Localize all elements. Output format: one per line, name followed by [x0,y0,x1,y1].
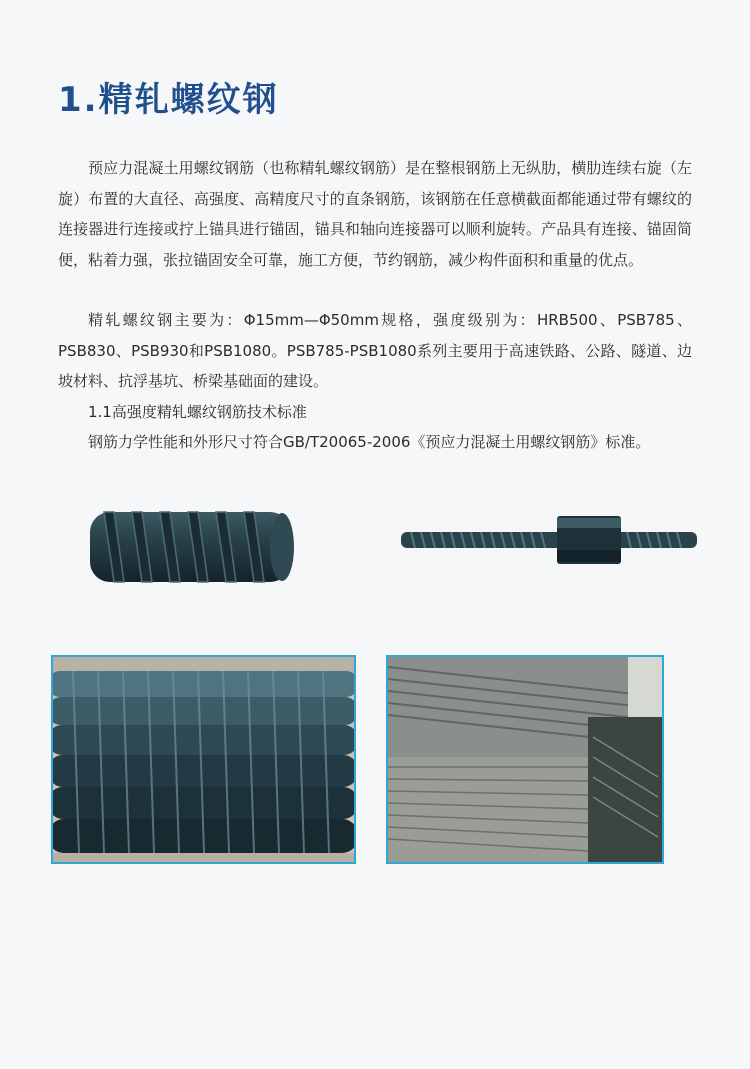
rebar-closeup-image [86,500,298,592]
page-title: 1.精轧螺纹钢 [58,80,279,120]
rebar-bundles-photo [386,655,664,864]
spec-paragraph: 精轧螺纹钢主要为：Φ15mm—Φ50mm规格，强度级别为：HRB500、PSB785、PSB830、PSB930和PSB1080。PSB785-PSB1080系列主要用于高速铁路、公路、隧道、边坡材料、抗浮基坑、桥梁基础面的建设。 [58,311,692,390]
rebar-coupler-image [397,510,701,570]
standard-statement: 钢筋力学性能和外形尺寸符合GB/T20065-2006《预应力混凝土用螺纹钢筋》标准。 [88,433,651,451]
intro-paragraph: 预应力混凝土用螺纹钢筋（也称精轧螺纹钢筋）是在整根钢筋上无纵肋，横肋连续右旋（左旋）布置的大直径、高强度、高精度尺寸的直条钢筋，该钢筋在任意横截面都能通过带有螺纹的连接器进行连接或拧上锚具进行锚固，锚具和轴向连接器可以顺利旋转。产品具有连接、锚固简便，粘着力强，张拉锚固安全可靠，施工方便，节约钢筋，减少构件面积和重量的优点。 [58,159,692,269]
section-subheading: 1.1高强度精轧螺纹钢筋技术标准 [88,403,307,421]
rebar-stack-photo [51,655,356,864]
